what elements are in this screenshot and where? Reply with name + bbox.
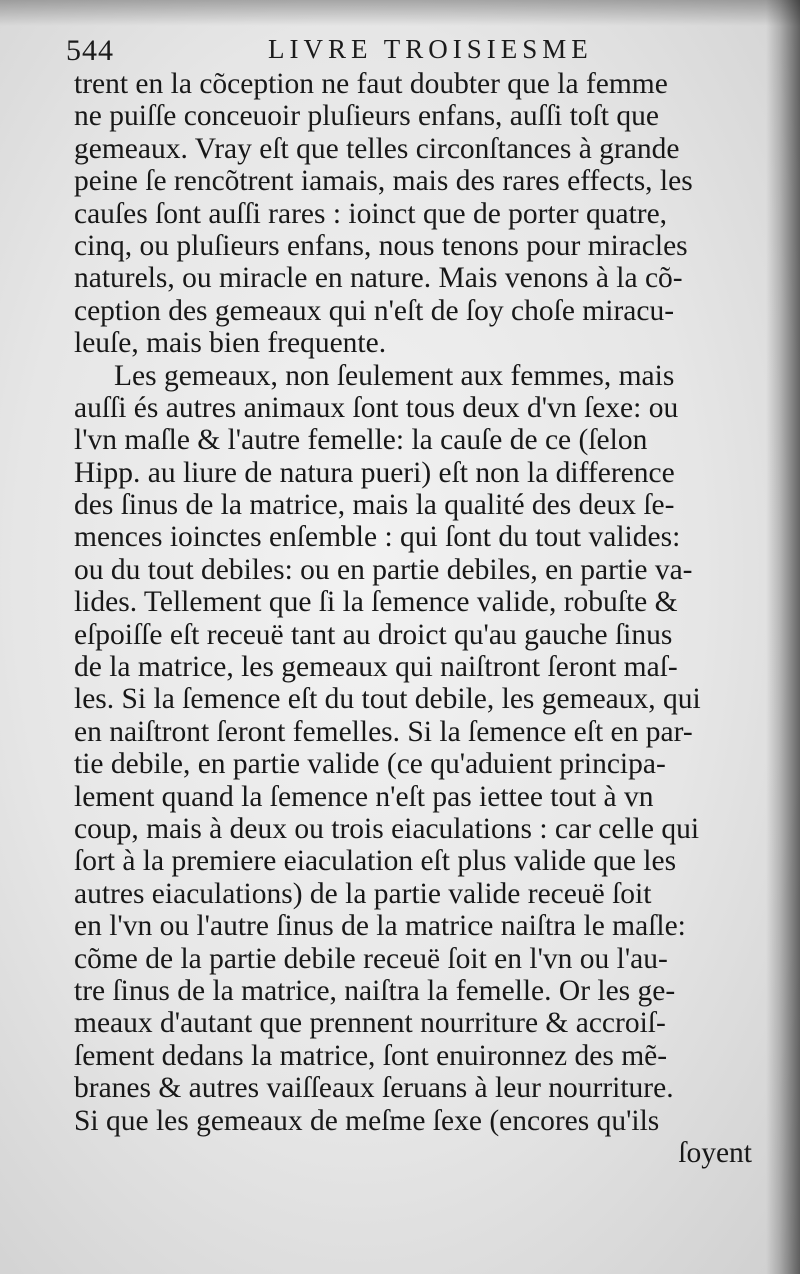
text-line: lement quand la ſemence n'eſt pas iettee tout à vn xyxy=(74,780,654,813)
text-line: autres eiaculations) de la partie valide receuë ſoit xyxy=(74,877,652,910)
text-line: leuſe, mais bien frequente. xyxy=(74,327,387,360)
text-line: ou du tout debiles: ou en partie debiles, en partie va- xyxy=(74,553,693,586)
body-text xyxy=(74,68,764,1169)
page-number: 544 xyxy=(66,34,114,67)
text-line: eſpoiſſe eſt receuë tant au droict qu'au gauche ſinus xyxy=(74,618,673,651)
text-line: lides. Tellement que ſi la ſemence valide, robuſte & xyxy=(74,586,678,619)
text-line: Hipp. au liure de natura pueri) eſt non la difference xyxy=(74,456,675,489)
running-head: LIVRE TROISIESME xyxy=(268,34,593,64)
text-line: branes & autres vaiſſeaux ſeruans à leur nourriture. xyxy=(74,1072,674,1105)
text-line: gemeaux. Vray eſt que telles circonſtances à grande xyxy=(74,132,680,165)
text-line: peine ſe rencõtrent iamais, mais des rares effects, les xyxy=(74,165,693,198)
page-binding-shadow xyxy=(766,0,800,1274)
text-line: coup, mais à deux ou trois eiaculations : car celle qui xyxy=(74,812,700,845)
text-line: en l'vn ou l'autre ſinus de la matrice naiſtra le maſle: xyxy=(74,910,686,943)
text-line: de la matrice, les gemeaux qui naiſtront ſeront maſ- xyxy=(74,651,678,684)
text-line: cõme de la partie debile receuë ſoit en l'vn ou l'au- xyxy=(74,942,668,975)
text-line: l'vn maſle & l'autre femelle: la cauſe de ce (ſelon xyxy=(74,424,648,457)
text-line: ſort à la premiere eiaculation eſt plus valide que les xyxy=(74,845,677,878)
text-line: meaux d'autant que prennent nourriture & accroiſ- xyxy=(74,1007,666,1040)
text-line: naturels, ou miracle en nature. Mais venons à la cõ- xyxy=(74,262,683,295)
text-line: les. Si la ſemence eſt du tout debile, les gemeaux, qui xyxy=(74,683,701,716)
text-line: tie debile, en partie valide (ce qu'aduient principa- xyxy=(74,748,666,781)
paragraph-start-line: Les gemeaux, non ſeulement aux femmes, mais xyxy=(114,359,675,392)
text-line: en naiſtront ſeront femelles. Si la ſemence eſt en par- xyxy=(74,715,693,748)
catchword: ſoyent xyxy=(678,1136,752,1169)
text-line: ne puiſſe conceuoir pluſieurs enfans, auſſi toſt que xyxy=(74,100,659,133)
text-line: trent en la cõception ne faut doubter que la femme xyxy=(74,68,668,100)
text-line: auſſi és autres animaux ſont tous deux d'vn ſexe: ou xyxy=(74,391,679,424)
text-line: des ſinus de la matrice, mais la qualité des deux ſe- xyxy=(74,489,675,522)
text-line: Si que les gemeaux de meſme ſexe (encores qu'ils xyxy=(74,1104,660,1137)
text-line: cauſes ſont auſſi rares : ioinct que de porter quatre, xyxy=(74,197,668,230)
text-line: ſement dedans la matrice, ſont enuironnez des mẽ- xyxy=(74,1039,668,1072)
text-line: tre ſinus de la matrice, naiſtra la femelle. Or les ge- xyxy=(74,974,676,1007)
text-line: ception des gemeaux qui n'eſt de ſoy choſe miracu- xyxy=(74,294,675,327)
text-line: mences ioinctes enſemble : qui ſont du tout valides: xyxy=(74,521,681,554)
page-top-shadow xyxy=(0,0,800,26)
text-line: cinq, ou pluſieurs enfans, nous tenons pour miracles xyxy=(74,229,688,262)
